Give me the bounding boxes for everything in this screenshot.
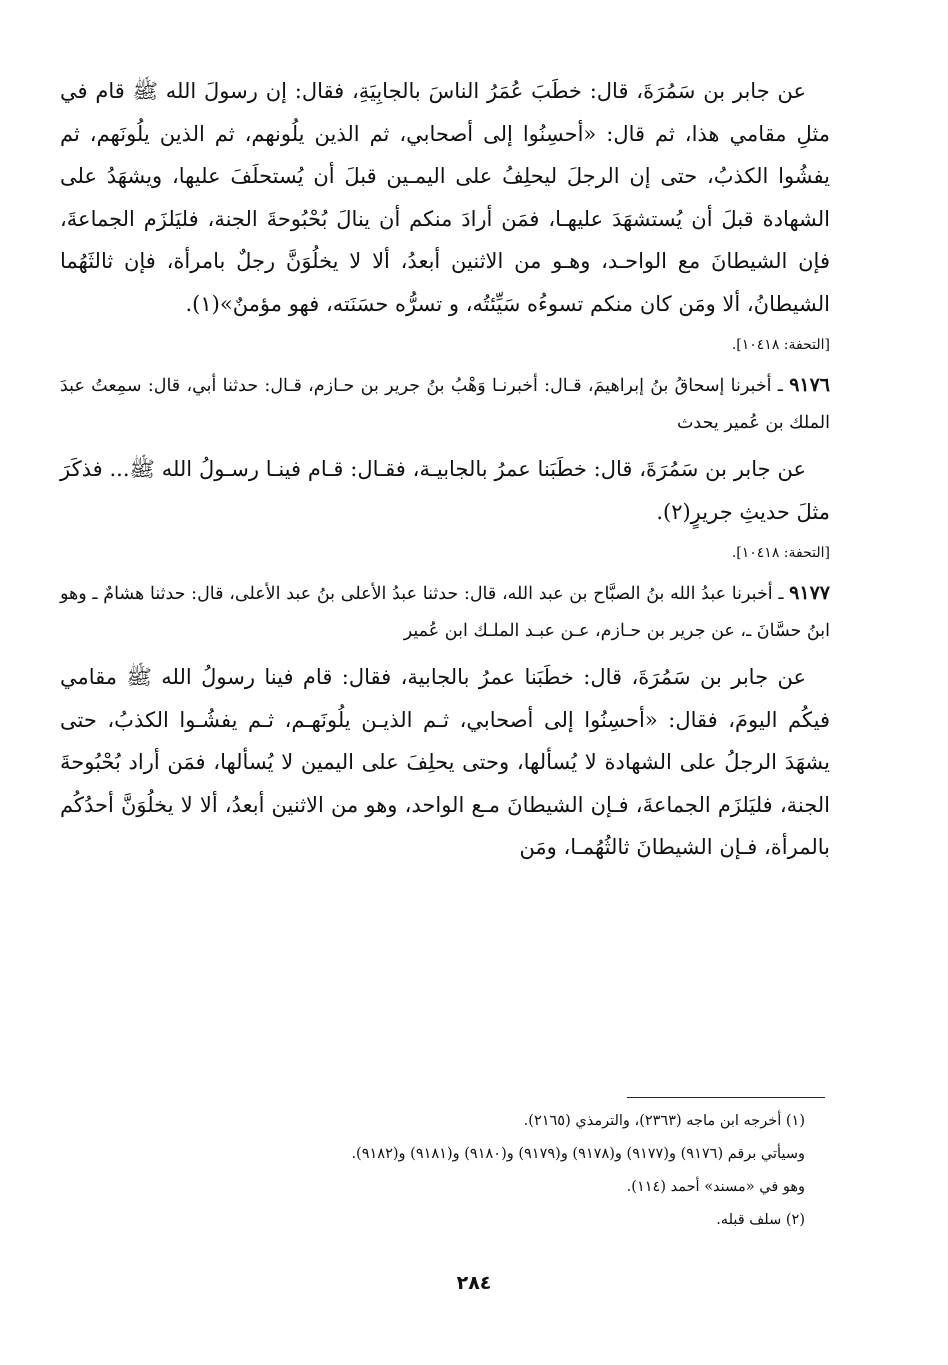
footnote: (٢) سلف قبله.	[716, 1212, 805, 1228]
chain-text: ـ أخبرنا عبدُ الله بنُ الصبَّاح بن عبد الله، قال: حدثنا عبدُ الأعلى بنُ عبد الأعلى، قال: حدثنا هشامٌ ـ وهو ابنُ حسَّانَ ـ، عن جرير بن حـازم، عـن عبـد الملـك ابن عُمير	[60, 584, 830, 641]
footnote: وهو في «مسند» أحمد (١١٤).	[626, 1179, 805, 1195]
hadith-text: عن جابر بن سَمُرَةَ، قال: خطَبَنا عمرُ بالجابية، فقال: قام فينا رسولُ الله ﷺ مقامي فيكُم اليومَ، فقال: «أحسِنُوا إلى أصحابي، ثـم الذيـن يلُونَهـم، ثـم يفشُـوا الكذبُ، حتى يشهَدَ الرجلُ على الشهادة لا يُسألها، وحتى يحلِفَ على اليمين لا يُسألها، فمَن أراد بُحْبُوحةَ الجنة، فليَلزَم الجماعةَ، فـإن الشيطانَ مـع الواحد، وهو من الاثنين أبعدُ، ألا لا يخلُوَنَّ أحدُكُم بالمرأة، فـإن الشيطانَ ثالثُهُمـا، ومَن	[60, 665, 830, 859]
hadith-text: عن جابر بن سَمُرَةَ، قال: خطَبَ عُمَرُ الناسَ بالجابِيَةِ، فقال: إن رسولَ الله ﷺ قام في مثلِ مقامي هذا، ثم قال: «أحسِنُوا إلى أصحابي، ثم الذين يلُونهم، ثم الذين يلُونَهم، ثم يفشُوا الكذبُ، حتى إن الرجلَ ليحلِفُ على اليمـين قبلَ أن يُستحلَفَ عليها، ويشهَدُ على الشهادة قبلَ أن يُستشهَدَ عليهـا، فمَن أرادَ منكم أن ينالَ بُحْبُوحةَ الجنة، فليَلزَم الجماعةَ، فإن الشيطانَ مع الواحـد، وهـو من الاثنين أبعدُ، ألا لا يخلُوَنَّ رجلٌ بامرأة، فإن ثالثَهُما الشيطانُ، ألا ومَن كان منكم تسوءُه سَيِّئتُه، و تسرُّه حسَنَته، فهو مؤمنٌ»(١).	[60, 79, 830, 316]
hadith-number: ٩١٧٧	[789, 582, 830, 604]
hadith-chain	[60, 575, 830, 650]
footnote-divider	[627, 1097, 825, 1098]
page-body	[60, 70, 830, 869]
hadith-text: عن جابر بن سَمُرَةَ، قال: خطَبَنا عمرُ بالجابيـة، فقـال: قـام فينـا رسـولُ الله ﷺ... فذكَرَ مثلَ حديثِ جريرٍ(٢).	[60, 457, 830, 524]
hadith-number: ٩١٧٦	[789, 374, 831, 396]
footnotes	[140, 1105, 805, 1237]
page-number: ٢٨٤	[456, 1272, 492, 1294]
tuhfa-reference: [التحفة: ١٠٤١٨].	[731, 337, 830, 353]
hadith-chain	[60, 367, 830, 442]
tuhfa-reference: [التحفة: ١٠٤١٨].	[731, 545, 830, 561]
footnote: (١) أخرجه ابن ماجه (٢٣٦٣)، والترمذي (٢١٦٥).	[523, 1113, 805, 1129]
footnote: وسيأتي برقم (٩١٧٦) و(٩١٧٧) و(٩١٧٨) و(٩١٧٩) و(٩١٨٠) و(٩١٨١) و(٩١٨٢).	[351, 1146, 805, 1162]
chain-text: ـ أخبرنا إسحاقُ بنُ إبراهيمَ، قـال: أخبرنـا وَهْبُ بنُ جرير بن حـازم، قـال: حدثنا أبي، قال: سمِعتُ عبدَ الملك بن عُمير يحدث	[60, 376, 830, 433]
